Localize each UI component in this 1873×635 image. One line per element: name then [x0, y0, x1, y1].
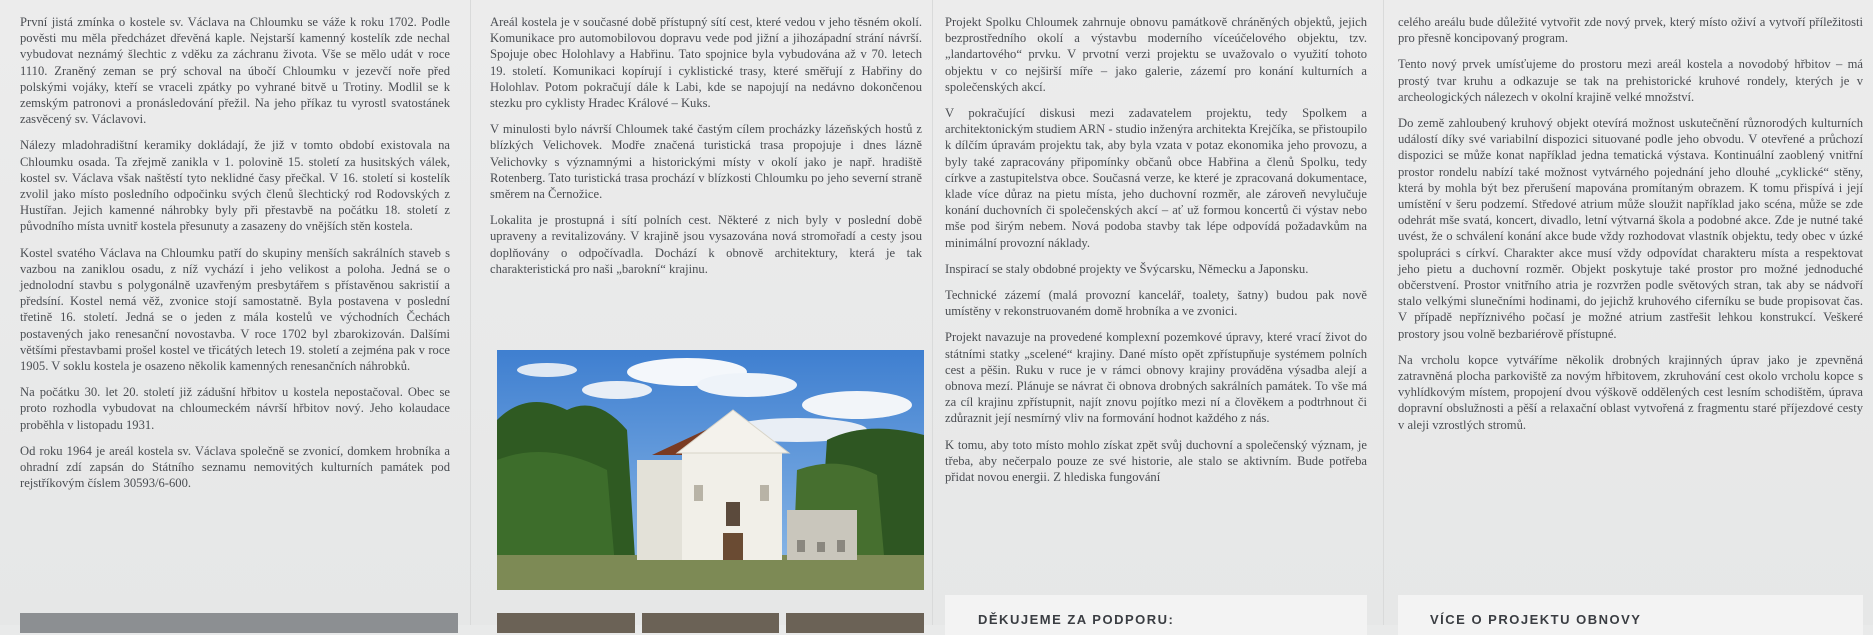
column-divider — [470, 0, 471, 625]
paragraph: Tento nový prvek umísťujeme do prostoru mezi areál kostela a novodobý hřbitov – má prostý tvar kruhu a odkazuje se tak na prehistorické kruhové rondely, kterých je v archeologických nálezech v okolní krajině velké množství. — [1398, 57, 1863, 104]
history-column — [20, 14, 450, 501]
paragraph: V minulosti bylo návrší Chloumek také častým cílem procházky lázeňských hostů z blízkých Velichovek. Modře značená turistická trasa propojuje i dnes lázně Velichovky s významnými a historickými místy v okolí jako je např. hradiště Rotenberg. Tato turistická trasa prochází v blízkosti Chloumku po jeho severní straně směrem na Černožice. — [490, 122, 922, 202]
paragraph: Od roku 1964 je areál kostela sv. Václava společně se zvonicí, domkem hrobníka a ohradní zdí zapsán do Státního seznamu nemovitých kulturních památek pod rejstříkovým číslem 30593/6-600. — [20, 443, 450, 491]
paragraph: celého areálu bude důležité vytvořit zde nový prvek, který místo oživí a vytvoří příležitosti pro přesně koncipovaný program. — [1398, 15, 1863, 46]
bottom-photo — [20, 613, 458, 633]
paragraph: Do země zahloubený kruhový objekt otevírá možnost uskutečnění různorodých kulturních událostí díky své variabilní dispozici situované podle jeho obvodu. V otevřené a průchozí dispozici se může konat například jedna tematická výstava. Kontinuální zaoblený vnitřní prostor rondelu nabízí také možnost vytvárného pojednání jeho dlouhé „cyklické“ stěny, která by mohla být bez přerušení mapována promítaným obrazem. K tomu přispívá i její umístění v šeru podzemí. Středové atrium může sloužit například jako scéna, může se zde odehrát mše svatá, koncert, divadlo, letní výtvarná škola a podobné akce. Zde je nutné také uvést, že o schválení konání akce bude vždy rozhodovat vlastník objektu, tedy obec v úzké spolupráci s církví. Charakter akce musí vždy odpovídat charakteru místa a respektovat jeho pietu a duchovní rozměr. Objekt poskytuje také prostor pro možné jednoduché občerstvení. Prostor vnitřního atria je rozvržen podle světových stran, tak aby se nádvoří stalo velkými slunečními hodinami, do jejichž kruhového ciferníku se bude propisovat čas. V případě nepříznivého počasí je možné atrium zastřešit lehkou konstrukcí. Veškeré prostory jsou volně bezbariérově přístupné. — [1398, 116, 1863, 341]
design-column — [1398, 14, 1863, 443]
paragraph: Na počátku 30. let 20. století již zádušní hřbitov u kostela nepostačoval. Obec se proto rozhodla vybudovat na chloumeckém návrší hřbitov nový. Jeho kolaudace proběhla v listopadu 1931. — [20, 385, 450, 432]
paragraph: Nálezy mladohradištní keramiky dokládají, že již v tomto období existovala na Chloumku osada. Ta zřejmě zanikla v 1. polovině 15. století za husitských válek, kostel sv. Václava však naštěstí tyto neklidné časy přečkal. V 16. století si kostelík zvolil jako místo posledního odpočinku svých členů šlechtický rod Rodovských z Hustířan. Jejich kamenné náhrobky byly při přestavbě na počátku 18. století z původního místa uvnitř kostela přesunuty a zasazeny do vnějších stěn kostela. — [20, 138, 450, 234]
access-column — [490, 14, 922, 287]
paragraph: Lokalita je prostupná i sítí polních cest. Některé z nich byly v poslední době upraveny a revitalizovány. V krajině jsou vysazována nová stromořadí a cesty jsou doplňovány o odpočívadla. Dochází k obnově architektury, která je tak charakteristická pro naši „barokní“ krajinu. — [490, 213, 922, 276]
paragraph: V pokračující diskusi mezi zadavatelem projektu, tedy Spolkem a architektonickým studiem ARN - studio inženýra architekta Krejčíka, se přistoupilo k dílčím úpravám projektu tak, aby byla vzata v potaz ekonomika jeho provozu, a byly také zapracovány připomínky občanů obce Habřina a členů Spolku, tedy církve a zastupitelstva obce. Současná verze, ke které je zpracovaná dokumentace, klade více důraz na pietu místa, jeho duchovní rozměr, ale zároveň nevylučuje konání duchovních či společenských akcí – ať už formou koncertů či výstav nebo mše pod širým nebem. Nová podoba stavby tak lépe odpovídá požadavkům na minimální provozní náklady. — [945, 106, 1367, 250]
bottom-photo — [786, 613, 924, 633]
more-info-heading: VÍCE O PROJEKTU OBNOVY — [1430, 612, 1642, 627]
paragraph: K tomu, aby toto místo mohlo získat zpět svůj duchovní a společenský význam, je třeba, aby nečerpalo pouze ze své historie, ale stalo se aktivním. Bude potřeba přidat novou energii. Z hlediska fungování — [945, 437, 1367, 485]
paragraph: Areál kostela je v současné době přístupný sítí cest, které vedou v jeho těsném okolí. Komunikace pro automobilovou dopravu vede pod jižní a jihozápadní strání návrší. Spojuje obec Holohlavy a Habřinu. Tato spojnice byla vybudována až v 70. letech 19. století. Komunikaci kopírují i cyklistické trasy, které směřují z Habřiny do Holohlav. Potom pokračují dále k Labi, kde se napojují na nedávno dokončenou stezku pro cyklisty Hradec Králové – Kuks. — [490, 15, 922, 111]
support-heading: DĚKUJEME ZA PODPORU: — [978, 612, 1175, 627]
paragraph: Technické zázemí (malá provozní kancelář, toalety, šatny) budou pak nově umístěny v rekonstruovaném domě hrobníka a ve zvonici. — [945, 288, 1367, 319]
project-column — [945, 14, 1367, 495]
bottom-photo — [642, 613, 779, 633]
paragraph: Projekt Spolku Chloumek zahrnuje obnovu památkově chráněných objektů, jejich bezprostředního okolí a výstavbu moderního víceúčelového objektu, tzv. „landartového“ prvku. V prvotní verzi projektu se uvažovalo o využití tohoto objektu v co nejširší míře – jako galerie, zázemí pro konání kulturních a společenských akcí. — [945, 15, 1367, 94]
paragraph: První jistá zmínka o kostele sv. Václava na Chloumku se váže k roku 1702. Podle pověsti mu měla předcházet dřevěná kaple. Nejstarší kamenný kostelík zde nechal vybudovat neznámý šlechtic z vděku za záchranu života. Vše se mělo udát v roce 1110. Zraněný zeman se prý schoval na úbočí Chloumku v jezevčí noře před polskými vojáky, kteří se vraceli zpátky po vyhrané bitvě u Trotiny. Modlil se k zemským patronovi a pronásledování přežil. Na jeho příkaz tu vyrostl svatostánek zasvěcený sv. Václavovi. — [20, 15, 450, 127]
bottom-photo — [497, 613, 635, 633]
column-divider — [1383, 0, 1384, 625]
paragraph: Inspirací se staly obdobné projekty ve Švýcarsku, Německu a Japonsku. — [945, 261, 1309, 276]
church-photo — [497, 350, 924, 590]
paragraph: Kostel svatého Václava na Chloumku patří do skupiny menších sakrálních staveb s vazbou na zaniklou osadu, z níž vychází i jeho velikost a poloha. Jedná se o jednolodní stavbu s polygonálně uzavřeným presbytářem s přístavěnou sakristií a předsíní. Kostel nemá věž, zvonice stojí samostatně. Byla postavena v poslední třetině 16. století. Jedná se o jeden z mála kostelů ve východních Čechách postavených jako renesanční novostavba. V roce 1702 byl zbarokizován. Dalšími většími přestavbami prošel kostel ve třicátých letech 19. století a zejména pak v roce 1905. V soklu kostela je osazeno několik kamenných renesančních náhrobků. — [20, 245, 450, 374]
paragraph: Projekt navazuje na provedené komplexní pozemkové úpravy, které vrací život do státními statky „scelené“ krajiny. Dané místo opět zpřístupňuje systémem polních cest a pěšin. Ruku v ruce je v rámci obnovy krajiny prováděna výsadba alejí a obnova mezí. Plánuje se návrat či obnova drobných sakrálních památek. To vše má za cíl krajinu zpřístupnit, najít znovu pojítko mezi ní a člověkem a podtrhnout či zdůraznit její nesmírný vliv na formování hodnot každého z nás. — [945, 330, 1367, 426]
church-photo-image — [497, 350, 924, 590]
paragraph: Na vrcholu kopce vytváříme několik drobných krajinných úprav jako je zpevněná zatravněná plocha parkoviště za novým hřbitovem, zkruhování cest okolo vrcholu kopce s vyhlídkovým místem, propojení dvou výškově oddělených cest lesním schodištěm, úprava dopravní obslužnosti a pěší a relaxační oblast vytvořená z fragmentu staré příjezdové cesty v aleji vzrostlých stromů. — [1398, 352, 1863, 432]
column-divider — [932, 0, 933, 625]
